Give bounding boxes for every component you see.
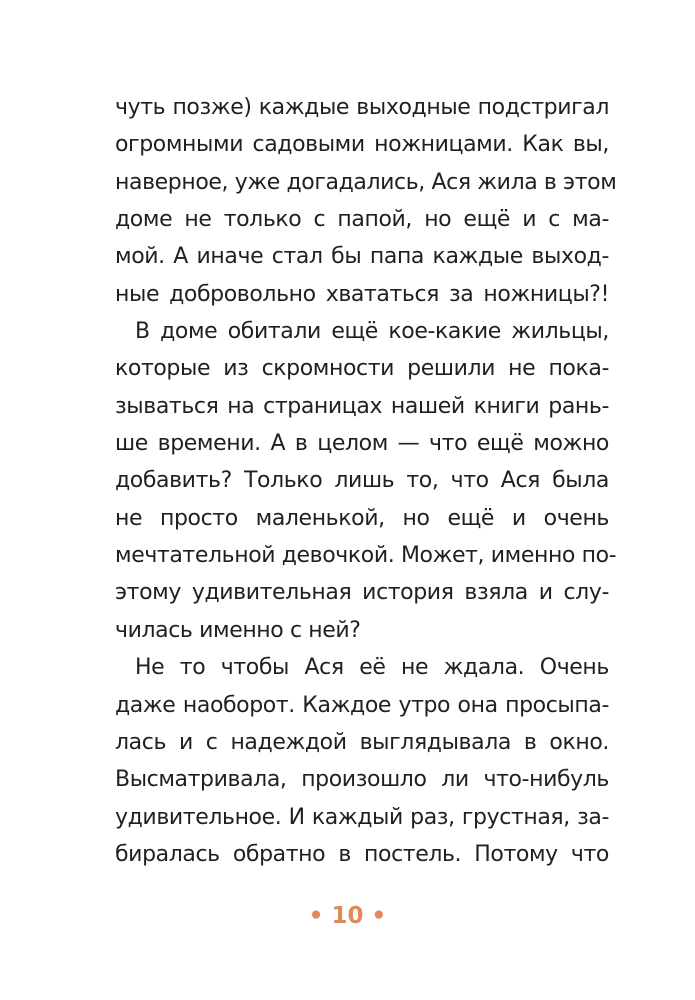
text-line: Не то чтобы Ася её не ждала. Очень — [135, 655, 609, 681]
text-line: которые из скромности решили не пока- — [115, 356, 609, 382]
text-line: даже наоборот. Каждое утро она просыпа- — [115, 692, 609, 718]
text-line: чуть позже) каждые выходные подстригал — [115, 95, 609, 120]
text-line: добавить? Только лишь то, что Ася была — [115, 468, 609, 494]
text-line: Высматривала, произошло ли что-нибуль — [115, 767, 609, 793]
page-number: • 10 • — [308, 903, 387, 929]
text-line: чилась именно с ней? — [115, 617, 361, 643]
text-line: зываться на страницах нашей книги рань- — [115, 393, 609, 419]
text-line: не просто маленькой, но ещё и очень — [115, 505, 609, 531]
text-line: огромными садовыми ножницами. Как вы, — [115, 132, 609, 158]
text-line: удивительное. И каждый раз, грустная, за- — [115, 804, 609, 830]
text-line: ше времени. А в целом — что ещё можно — [115, 431, 609, 457]
text-line: этому удивительная история взяла и слу- — [115, 580, 609, 606]
text-line: биралась обратно в постель. Потому что — [115, 841, 609, 867]
text-line: мечтательной девочкой. Может, именно по- — [115, 543, 617, 569]
text-line: лась и с надеждой выглядывала в окно. — [115, 729, 609, 755]
text-line: мой. А иначе стал бы папа каждые выход- — [115, 244, 609, 270]
text-line: наверное, уже догадались, Ася жила в этом — [115, 169, 617, 195]
text-line: доме не только с папой, но ещё и с ма- — [115, 207, 609, 233]
body-text — [115, 89, 617, 873]
text-line: В доме обитали ещё кое-какие жильцы, — [135, 319, 609, 345]
text-line: ные добровольно хвататься за ножницы?! — [115, 281, 609, 307]
